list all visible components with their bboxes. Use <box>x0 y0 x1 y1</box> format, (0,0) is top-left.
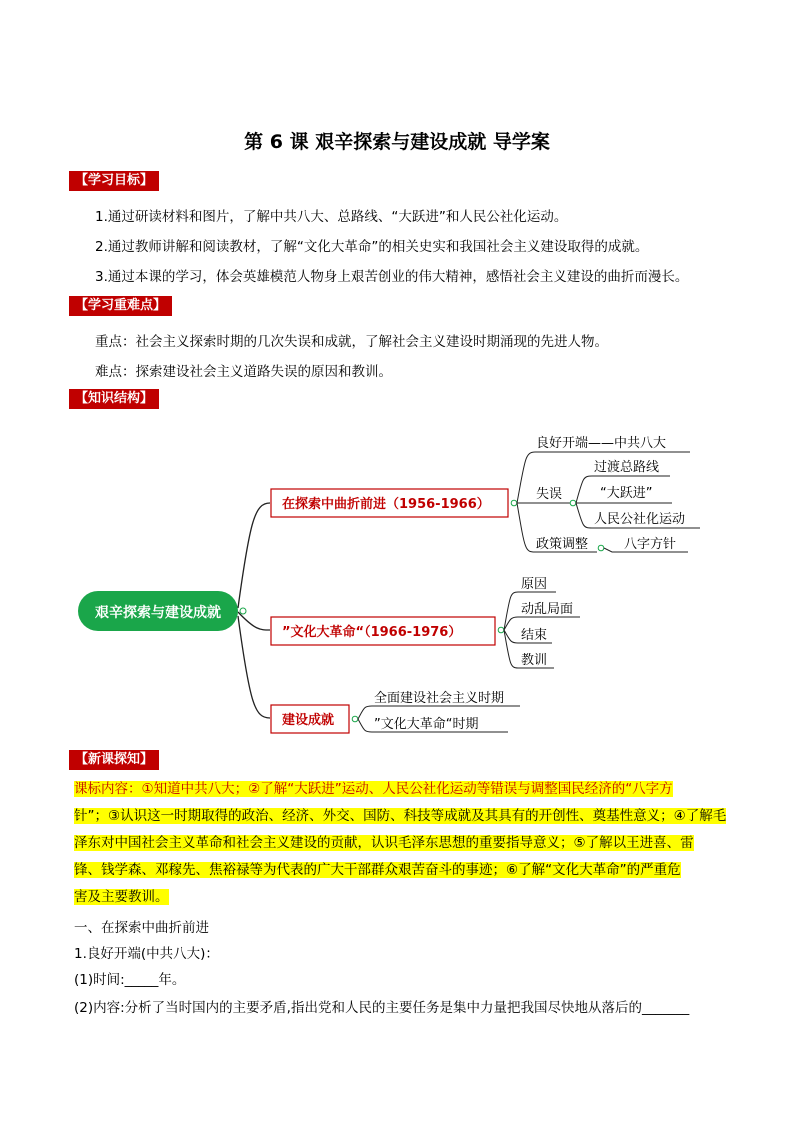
knowledge-structure-tag: 【知识结构】 <box>69 389 159 409</box>
curriculum-line <box>74 804 726 824</box>
curriculum-text: 锋、钱学森、邓稼先、焦裕禄等为代表的广大干部群众艰苦奋斗的事迹；⑥了解“文化大革命”的严重危 <box>74 862 681 878</box>
curriculum-line <box>74 858 681 878</box>
cr-item-3: 结束 <box>521 628 548 643</box>
curriculum-text: 课标内容：①知道中共八大；②了解“大跃进”运动、人民公社化运动等错误与调整国民经济的“八字方 <box>74 781 673 797</box>
policy-item: 八字方针 <box>624 537 677 552</box>
policy-label: 政策调整 <box>536 537 589 552</box>
difficult-point: 难点：探索建设社会主义道路失误的原因和教训。 <box>95 364 392 380</box>
goal-2: 2.通过教师讲解和阅读教材，了解“文化大革命”的相关史实和我国社会主义建设取得的成就。 <box>95 239 649 255</box>
curriculum-line <box>74 885 169 905</box>
cr-item-4: 教训 <box>521 653 548 668</box>
curriculum-text: 针”；③认识这一时期取得的政治、经济、外交、国防、科技等成就及其具有的开创性、奠基性意义；④了解毛 <box>74 808 727 824</box>
mistakes-label: 失误 <box>536 487 563 502</box>
curriculum-line <box>74 777 673 797</box>
mistake-item-3: 人民公社化运动 <box>594 512 686 527</box>
key-point: 重点：社会主义探索时期的几次失误和成就，了解社会主义建设时期涌现的先进人物。 <box>95 334 608 350</box>
curriculum-line <box>74 831 694 851</box>
goal-1: 1.通过研读材料和图片，了解中共八大、总路线、“大跃进”和人民公社化运动。 <box>95 209 568 225</box>
page-title: 第 6 课 艰辛探索与建设成就 导学案 <box>244 131 550 153</box>
good-start-label: 良好开端——中共八大 <box>536 436 667 451</box>
mindmap-root-label: 艰辛探索与建设成就 <box>95 605 221 621</box>
curriculum-text: 害及主要教训。 <box>74 889 169 905</box>
branch-1-label: 在探索中曲折前进（1956-1966） <box>282 497 490 512</box>
branch-3-label: 建设成就 <box>282 713 335 728</box>
section-heading-1: 一、在探索中曲折前进 <box>74 920 209 936</box>
mistake-item-1: 过渡总路线 <box>594 460 660 475</box>
cr-item-1: 原因 <box>521 577 548 592</box>
mistake-item-2: “大跃进” <box>600 486 653 501</box>
subheading-good-start: 1.良好开端(中共八大)： <box>74 946 219 962</box>
cr-item-2: 动乱局面 <box>521 602 574 617</box>
achievement-item-2: ”文化大革命“时期 <box>374 717 479 732</box>
branch-2-label: ”文化大革命“（1966-1976） <box>282 625 462 640</box>
achievement-item-1: 全面建设社会主义时期 <box>374 691 505 706</box>
curriculum-text: 泽东对中国社会主义革命和社会主义建设的贡献，认识毛泽东思想的重要指导意义；⑤了解以王进喜、雷 <box>74 835 694 851</box>
new-lesson-tag: 【新课探知】 <box>69 750 159 770</box>
goal-3: 3.通过本课的学习，体会英雄模范人物身上艰苦创业的伟大精神，感悟社会主义建设的曲折而漫长。 <box>95 269 689 285</box>
learning-goals-tag: 【学习目标】 <box>69 171 159 191</box>
question-content: (2)内容:分析了当时国内的主要矛盾,指出党和人民的主要任务是集中力量把我国尽快地从落后的_______ <box>74 1000 690 1016</box>
key-points-tag: 【学习重难点】 <box>69 296 172 316</box>
question-time: (1)时间:_____年。 <box>74 972 186 988</box>
